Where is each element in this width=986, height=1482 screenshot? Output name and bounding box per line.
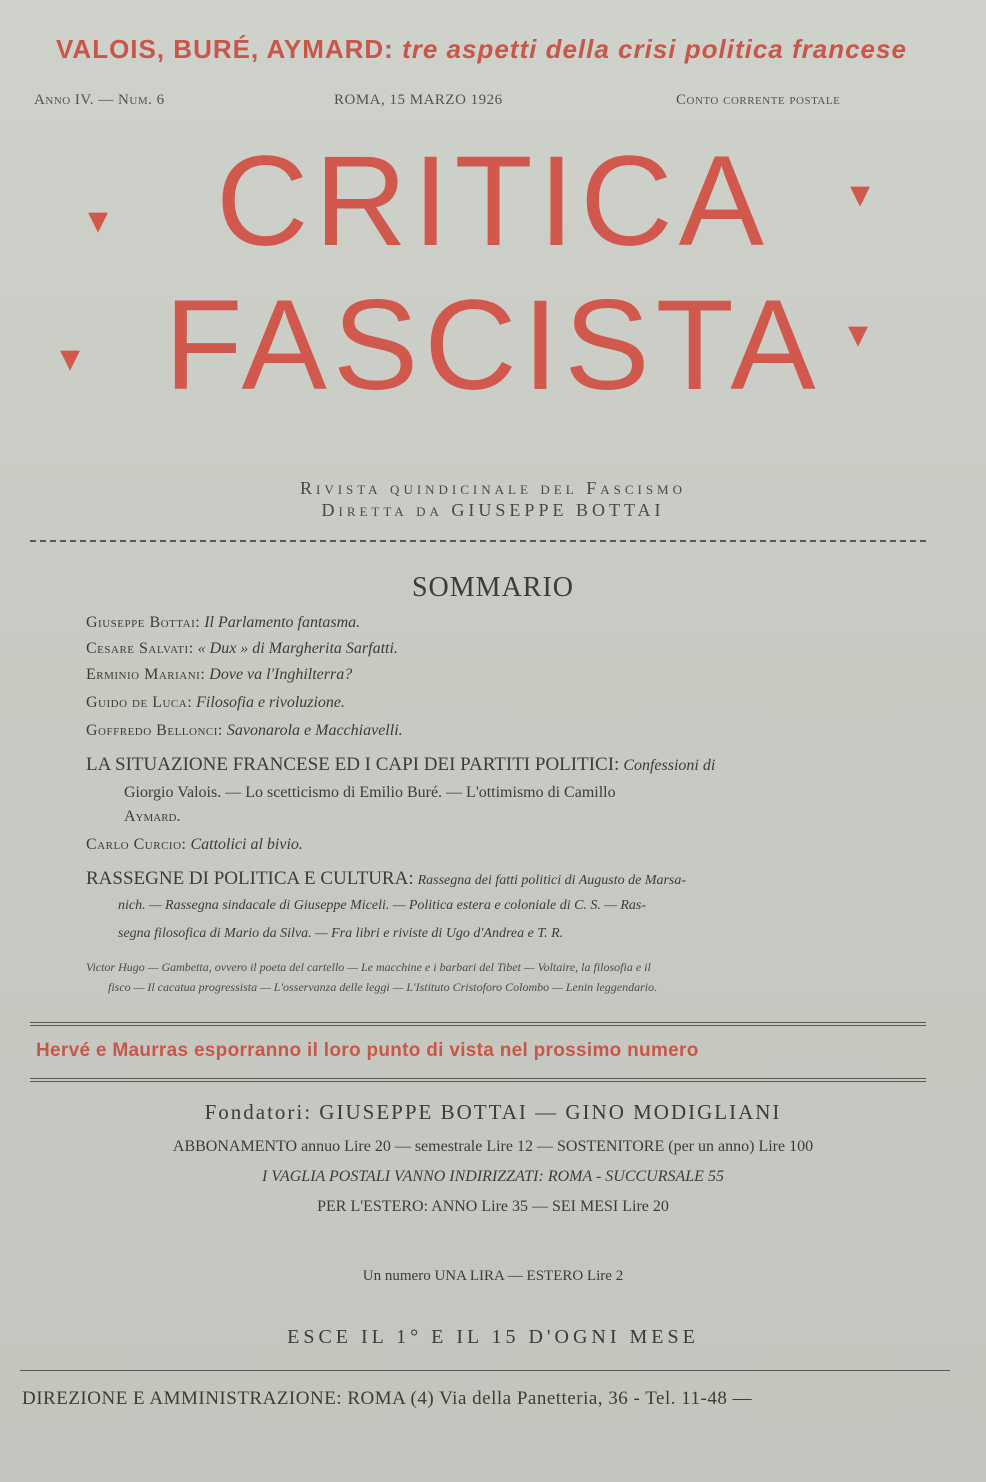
toc-title: Savonarola e Macchiavelli. [226, 722, 403, 739]
toc-author: Cesare Salvati: [86, 640, 194, 657]
ornament-dot-icon: ▾ [850, 171, 871, 216]
toc-continuation: Giorgio Valois. — Lo scetticismo di Emilio Buré. — L'ottimismo di Camillo [124, 784, 616, 801]
subtitle-direttore: Diretta da GIUSEPPE BOTTAI [321, 500, 665, 520]
toc-section-heading: RASSEGNE DI POLITICA E CULTURA: [86, 868, 414, 889]
estero-line: PER L'ESTERO: ANNO Lire 35 — SEI MESI Lire 20 [317, 1198, 669, 1215]
issue-number: Anno IV. — Num. 6 [34, 92, 165, 108]
founders-line: Fondatori: GIUSEPPE BOTTAI — GINO MODIGLIANI [204, 1100, 782, 1124]
divider [30, 1022, 926, 1026]
toc-continuation: nich. — Rassegna sindacale di Giuseppe Miceli. — Politica estera e coloniale di C. S. — Ras- [118, 898, 647, 913]
toc-title: Filosofia e rivoluzione. [196, 694, 346, 711]
subtitle-rivista: Rivista quindicinale del Fascismo [299, 478, 686, 498]
toc-entry [86, 640, 398, 658]
divider [30, 540, 926, 542]
toc-author: Erminio Mariani: [86, 666, 206, 683]
price-line: Un numero UNA LIRA — ESTERO Lire 2 [362, 1268, 624, 1284]
place-date: ROMA, 15 MARZO 1926 [334, 92, 503, 108]
toc-title: Cattolici al bivio. [190, 836, 303, 853]
next-issue-notice: Hervé e Maurras esporranno il loro punto di vista nel prossimo numero [36, 1040, 699, 1061]
schedule-line: ESCE IL 1° E IL 15 D'OGNI MESE [287, 1326, 699, 1348]
divider [20, 1370, 950, 1371]
toc-title: Confessioni di [623, 757, 716, 774]
masthead-line-2: FASCISTA [164, 274, 822, 417]
divider [30, 1078, 926, 1082]
toc-rassegne [86, 868, 686, 890]
toc-author: Giuseppe Bottai: [86, 614, 201, 631]
toc-author: Carlo Curcio: [86, 836, 187, 853]
cover-banner [56, 34, 907, 65]
toc-entry [86, 694, 345, 712]
toc-entry [86, 836, 303, 854]
postal-account: Conto corrente postale [676, 92, 841, 108]
toc-entry [86, 666, 352, 684]
ornament-dot-icon: ▾ [60, 335, 81, 380]
toc-title: Il Parlamento fantasma. [204, 614, 361, 631]
toc-author: Goffredo Bellonci: [86, 722, 223, 739]
toc-title: « Dux » di Margherita Sarfatti. [197, 640, 398, 657]
banner-tagline: tre aspetti della crisi politica francese [402, 34, 907, 64]
toc-entry [86, 722, 403, 740]
toc-continuation: segna filosofica di Mario da Silva. — Fra libri e riviste di Ugo d'Andrea e T. R. [118, 926, 564, 941]
ornament-dot-icon: ▾ [88, 197, 109, 242]
toc-author: Guido de Luca: [86, 694, 193, 711]
notes-line: Victor Hugo — Gambetta, ovvero il poeta del cartello — Le macchine e i barbari del Tibet — Voltaire, la filosofia e il [86, 960, 651, 974]
ornament-dot-icon: ▾ [848, 311, 869, 356]
toc-entry [86, 614, 360, 632]
vaglia-line: I VAGLIA POSTALI VANNO INDIRIZZATI: ROMA - SUCCURSALE 55 [262, 1168, 724, 1185]
masthead-line-1: CRITICA [216, 130, 770, 273]
toc-section-heading: LA SITUAZIONE FRANCESE ED I CAPI DEI PARTITI POLITICI: [86, 754, 620, 775]
toc-title: Rassegna dei fatti politici di Augusto de Marsa- [417, 873, 687, 888]
toc-continuation: Aymard. [124, 808, 181, 825]
banner-names: VALOIS, BURÉ, AYMARD: [56, 34, 394, 64]
toc-situazione [86, 754, 715, 776]
address-line: DIREZIONE E AMMINISTRAZIONE: ROMA (4) Via della Panetteria, 36 - Tel. 11-48 — [22, 1388, 753, 1409]
sommario-heading: SOMMARIO [411, 572, 575, 603]
toc-title: Dove va l'Inghilterra? [209, 666, 353, 683]
subscription-line: ABBONAMENTO annuo Lire 20 — semestrale Lire 12 — SOSTENITORE (per un anno) Lire 100 [172, 1138, 814, 1155]
notes-line: fisco — Il cacatua progressista — L'osservanza delle leggi — L'Istituto Cristoforo Colombo — Lenin leggendario. [108, 980, 658, 994]
